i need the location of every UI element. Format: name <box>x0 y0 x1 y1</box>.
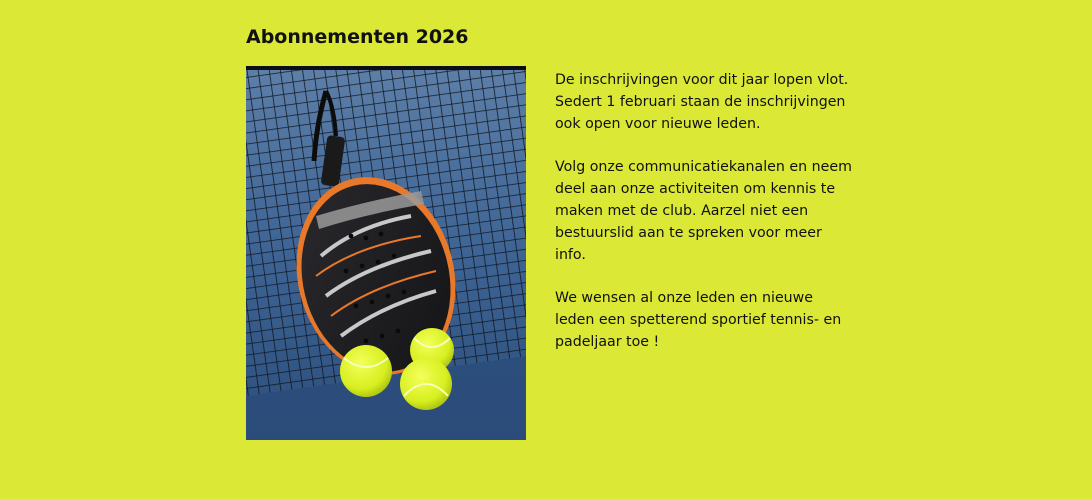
paragraph-registration: De inschrijvingen voor dit jaar lopen vlot. Sedert 1 februari staan de inschrijvingen ook open voor nieuwe leden. <box>555 72 849 132</box>
section-title: Abonnementen 2026 <box>246 26 469 48</box>
paragraph-communication: Volg onze communicatiekanalen en neem deel aan onze activiteiten om kennis te maken met de club. Aarzel niet een bestuurslid aan te spreken voor meer info. <box>555 159 852 263</box>
paragraph-wishes: We wensen al onze leden en nieuwe leden een spetterend sportief tennis- en padeljaar toe ! <box>555 290 842 350</box>
intro-text <box>555 69 855 374</box>
padel-photo <box>246 66 526 440</box>
